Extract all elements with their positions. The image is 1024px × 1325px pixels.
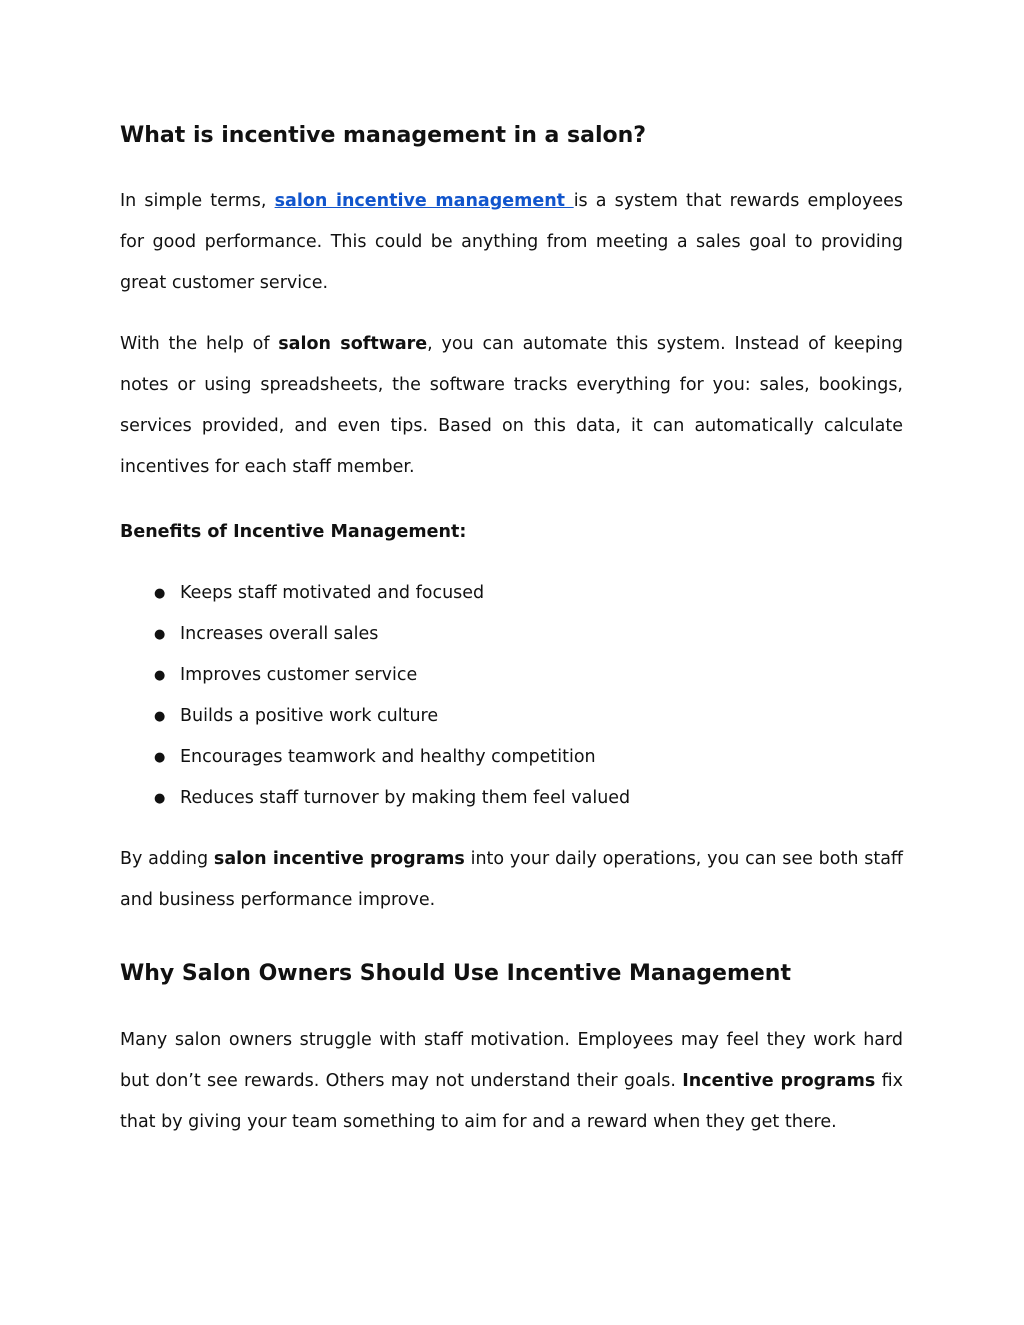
intro-text-post: is a system that rewards employees for good performance. This could be anything from meeting a sales goal to providing great customer service. <box>120 191 903 293</box>
section-heading-why-owners: Why Salon Owners Should Use Incentive Management <box>120 961 791 986</box>
software-text-post: , you can automate this system. Instead of keeping notes or using spreadsheets, the software tracks everything for you: sales, bookings, services provided, and even tips. Based on this data, it can automatically calculate incentives for each staff member. <box>120 334 903 477</box>
salon-incentive-management-link[interactable]: salon incentive management <box>274 191 574 211</box>
list-item-text: Keeps staff motivated and focused <box>180 583 485 603</box>
list-item-text: Reduces staff turnover by making them feel valued <box>180 788 631 808</box>
list-item <box>120 614 903 655</box>
list-item-text: Improves customer service <box>180 665 418 685</box>
programs-text-post: into your daily operations, you can see both staff and business performance improve. <box>120 849 903 910</box>
bullet-icon: ● <box>154 709 166 724</box>
motivation-paragraph <box>120 1020 903 1143</box>
list-item <box>120 737 903 778</box>
software-bold-term: salon software <box>278 334 428 354</box>
benefits-list <box>120 573 903 819</box>
list-item-text: Encourages teamwork and healthy competition <box>180 747 596 767</box>
list-item <box>120 696 903 737</box>
programs-bold-term: salon incentive programs <box>213 849 465 869</box>
list-item <box>120 778 903 819</box>
list-item <box>120 573 903 614</box>
intro-paragraph <box>120 181 903 304</box>
programs-text-pre: By adding <box>120 849 214 869</box>
motivation-text-post: fix that by giving your team something to aim for and a reward when they get there. <box>120 1071 903 1132</box>
intro-text-pre: In simple terms, <box>120 191 275 211</box>
bullet-icon: ● <box>154 750 166 765</box>
bullet-icon: ● <box>154 586 166 601</box>
section-heading-incentive-management: What is incentive management in a salon? <box>120 123 647 148</box>
motivation-text-pre: Many salon owners struggle with staff motivation. Employees may feel they work hard but don’t see rewards. Others may not understand their goals. <box>120 1030 903 1091</box>
bullet-icon: ● <box>154 668 166 683</box>
bullet-icon: ● <box>154 627 166 642</box>
software-paragraph <box>120 324 903 488</box>
list-item <box>120 655 903 696</box>
list-item-text: Builds a positive work culture <box>180 706 439 726</box>
motivation-bold-term: Incentive programs <box>682 1071 876 1091</box>
bullet-icon: ● <box>154 791 166 806</box>
programs-paragraph <box>120 839 903 921</box>
benefits-heading: Benefits of Incentive Management: <box>120 522 467 542</box>
list-item-text: Increases overall sales <box>180 624 379 644</box>
software-text-pre: With the help of <box>120 334 279 354</box>
